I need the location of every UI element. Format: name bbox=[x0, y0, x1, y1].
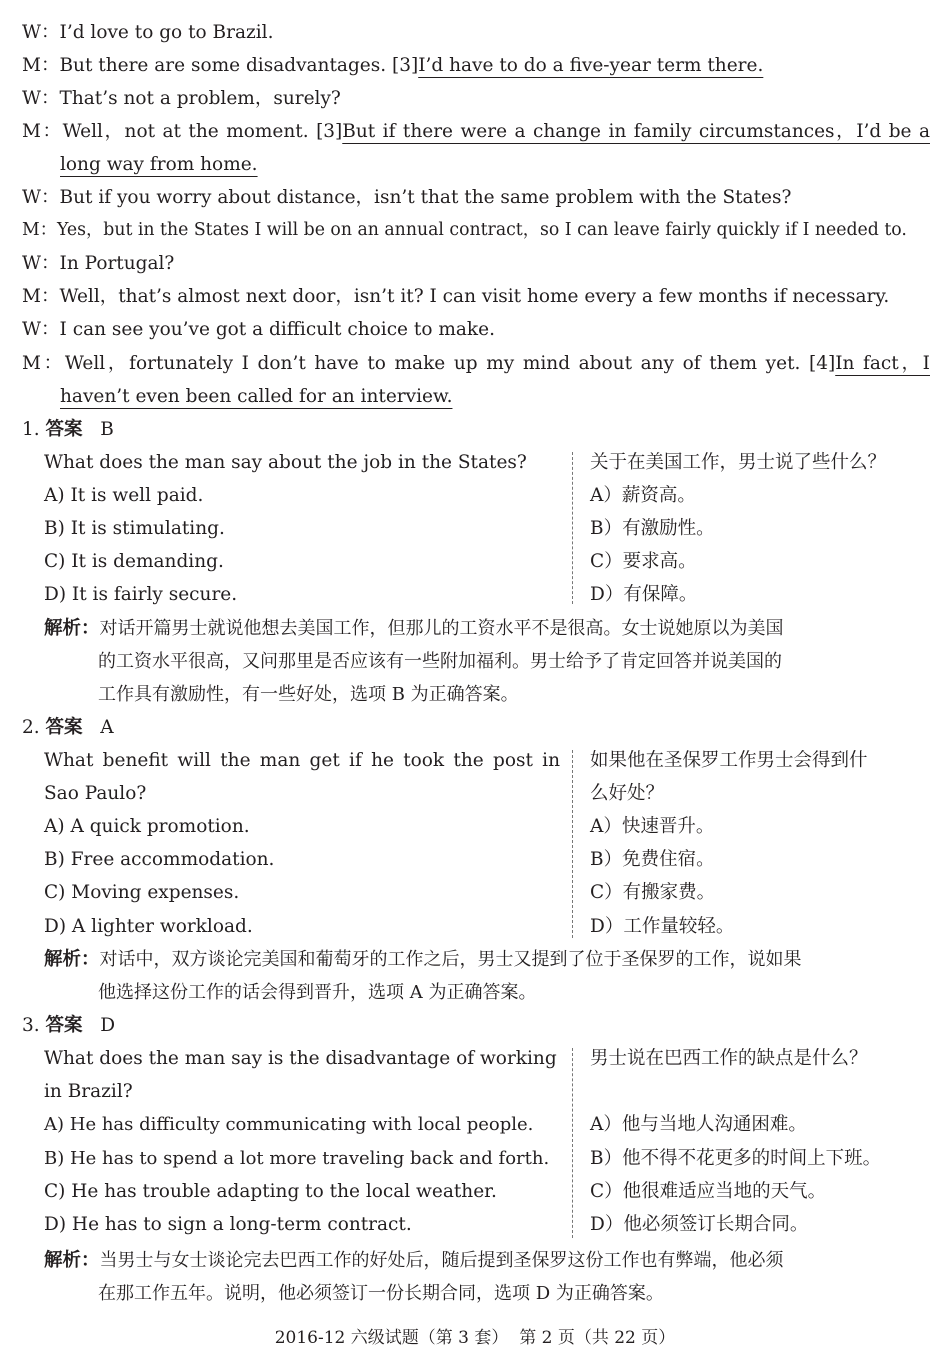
speaker: M： bbox=[22, 220, 57, 240]
option-en: B) It is stimulating. bbox=[44, 518, 225, 539]
option-zh: D）有保障。 bbox=[590, 584, 698, 605]
option-zh: C）要求高。 bbox=[590, 551, 697, 572]
speaker: W： bbox=[22, 88, 60, 109]
column-divider bbox=[572, 452, 573, 604]
question-zh: 如果他在圣保罗工作男士会得到什 bbox=[590, 750, 868, 771]
underlined-answer: In fact，I bbox=[835, 353, 930, 374]
option-zh: C）有搬家费。 bbox=[590, 882, 716, 903]
utterance: Well，that’s almost next door，isn’t it? I can visit home every a few months if necessary. bbox=[59, 286, 890, 307]
option-zh: A）他与当地人沟通困难。 bbox=[590, 1114, 807, 1135]
dialogue-line bbox=[22, 82, 341, 115]
utterance: I’d love to go to Brazil. bbox=[59, 22, 274, 43]
utterance: But if you worry about distance，isn’t that the same problem with the States? bbox=[59, 187, 792, 208]
dialogue-line-cont bbox=[60, 148, 258, 181]
utterance: I can see you’ve got a difficult choice to make. bbox=[59, 319, 495, 340]
option-zh: A）薪资高。 bbox=[590, 485, 696, 506]
option-zh: A）快速晋升。 bbox=[590, 816, 715, 837]
dialogue-line bbox=[22, 16, 273, 49]
speaker: M： bbox=[22, 55, 60, 76]
question-number: 1. bbox=[22, 419, 40, 440]
utterance: Well，fortunately I don’t have to make up my mind about any of them yet. bbox=[64, 353, 809, 374]
question-number: 3. bbox=[22, 1015, 40, 1036]
option-en: C) It is demanding. bbox=[44, 551, 224, 572]
explanation-text: 他选择这份工作的话会得到晋升，选项 A 为正确答案。 bbox=[98, 982, 537, 1003]
explanation-text: 工作具有激励性，有一些好处，选项 B 为正确答案。 bbox=[98, 684, 519, 705]
answer-label: 答案 bbox=[45, 717, 83, 738]
explanation-line bbox=[44, 612, 784, 645]
explanation-label: 解析： bbox=[44, 1250, 100, 1271]
page-footer: 2016-12 六级试题（第 3 套） 第 2 页（共 22 页） bbox=[274, 1328, 676, 1348]
explanation-text: 对话开篇男士就说他想去美国工作，但那儿的工资水平不是很高。女士说她原以为美国 bbox=[99, 618, 784, 639]
answer-value: A bbox=[100, 717, 114, 738]
explanation-text: 当男士与女士谈论完去巴西工作的好处后，随后提到圣保罗这份工作也有弊端，他必须 bbox=[99, 1250, 784, 1271]
option-zh: D）他必须签订长期合同。 bbox=[590, 1214, 809, 1235]
utterance: Well，not at the moment. bbox=[62, 121, 317, 142]
speaker: M： bbox=[22, 353, 65, 374]
speaker: W： bbox=[22, 253, 60, 274]
question-en: What does the man say is the disadvantage of working bbox=[44, 1048, 557, 1069]
question-number: 2. bbox=[22, 717, 40, 738]
explanation-text: 对话中，双方谈论完美国和葡萄牙的工作之后，男士又提到了位于圣保罗的工作，说如果 bbox=[99, 949, 802, 970]
question-zh: 男士说在巴西工作的缺点是什么？ bbox=[590, 1048, 868, 1069]
reference-mark: [3] bbox=[391, 55, 419, 76]
option-en: A) It is well paid. bbox=[44, 485, 204, 506]
column-divider bbox=[572, 750, 573, 938]
dialogue-line bbox=[22, 214, 907, 247]
dialogue-line bbox=[22, 181, 791, 214]
option-en: C) He has trouble adapting to the local weather. bbox=[44, 1181, 497, 1202]
speaker: M： bbox=[22, 121, 63, 142]
underlined-answer: long way from home. bbox=[60, 154, 258, 175]
option-zh: B）有激励性。 bbox=[590, 518, 715, 539]
utterance: In Portugal? bbox=[59, 253, 175, 274]
option-en: B) He has to spend a lot more traveling back and forth. bbox=[44, 1148, 550, 1169]
question-en-cont: Sao Paulo? bbox=[44, 783, 147, 804]
option-zh: B）他不得不花更多的时间上下班。 bbox=[590, 1148, 882, 1169]
option-en: D) A lighter workload. bbox=[44, 916, 253, 937]
answer-header bbox=[22, 413, 114, 446]
answer-header bbox=[22, 711, 114, 744]
dialogue-line bbox=[22, 280, 889, 313]
column-divider bbox=[572, 1048, 573, 1238]
explanation-label: 解析： bbox=[44, 949, 100, 970]
option-zh: D）工作量较轻。 bbox=[590, 916, 735, 937]
speaker: W： bbox=[22, 22, 60, 43]
option-en: A) A quick promotion. bbox=[44, 816, 250, 837]
dialogue-line bbox=[22, 115, 930, 148]
speaker: M： bbox=[22, 286, 60, 307]
dialogue-line bbox=[22, 49, 763, 82]
explanation-text: 的工资水平很高，又问那里是否应该有一些附加福利。男士给予了肯定回答并说美国的 bbox=[98, 651, 782, 672]
speaker: W： bbox=[22, 319, 60, 340]
question-en: What benefit will the man get if he took the post in bbox=[44, 750, 560, 771]
explanation-label: 解析： bbox=[44, 618, 100, 639]
utterance: That’s not a problem，surely? bbox=[59, 88, 341, 109]
underlined-answer: But if there were a change in family circumstances，I’d be a bbox=[342, 121, 930, 142]
utterance: Yes，but in the States I will be on an annual contract，so I can leave fairly quickly if I needed to. bbox=[56, 220, 907, 240]
explanation-line bbox=[44, 943, 802, 976]
dialogue-line bbox=[22, 247, 174, 280]
explanation-line bbox=[44, 1244, 784, 1277]
option-en: B) Free accommodation. bbox=[44, 849, 275, 870]
underlined-answer: I’d have to do a five-year term there. bbox=[418, 55, 764, 76]
option-zh: B）免费住宿。 bbox=[590, 849, 715, 870]
question-zh-cont: 么好处？ bbox=[590, 783, 665, 804]
reference-mark: [4] bbox=[809, 353, 836, 374]
reference-mark: [3] bbox=[316, 121, 343, 142]
option-en: D) He has to sign a long-term contract. bbox=[44, 1214, 412, 1235]
dialogue-line bbox=[22, 347, 930, 380]
option-zh: C）他很难适应当地的天气。 bbox=[590, 1181, 827, 1202]
dialogue-line-cont bbox=[60, 380, 452, 413]
question-zh: 关于在美国工作，男士说了些什么？ bbox=[590, 452, 887, 473]
explanation-text: 在那工作五年。说明，他必须签订一份长期合同，选项 D 为正确答案。 bbox=[98, 1283, 664, 1304]
answer-label: 答案 bbox=[45, 1015, 83, 1036]
underlined-answer: haven’t even been called for an interview. bbox=[60, 386, 453, 407]
option-en: D) It is fairly secure. bbox=[44, 584, 238, 605]
question-en-cont: in Brazil? bbox=[44, 1081, 133, 1102]
dialogue-line bbox=[22, 313, 495, 346]
answer-value: D bbox=[100, 1015, 116, 1036]
answer-header bbox=[22, 1009, 115, 1042]
speaker: W： bbox=[22, 187, 60, 208]
answer-value: B bbox=[100, 419, 114, 440]
option-en: A) He has difficulty communicating with local people. bbox=[44, 1114, 534, 1135]
utterance: But there are some disadvantages. bbox=[59, 55, 392, 76]
question-en: What does the man say about the job in the States? bbox=[44, 452, 527, 473]
option-en: C) Moving expenses. bbox=[44, 882, 240, 903]
answer-label: 答案 bbox=[45, 419, 83, 440]
